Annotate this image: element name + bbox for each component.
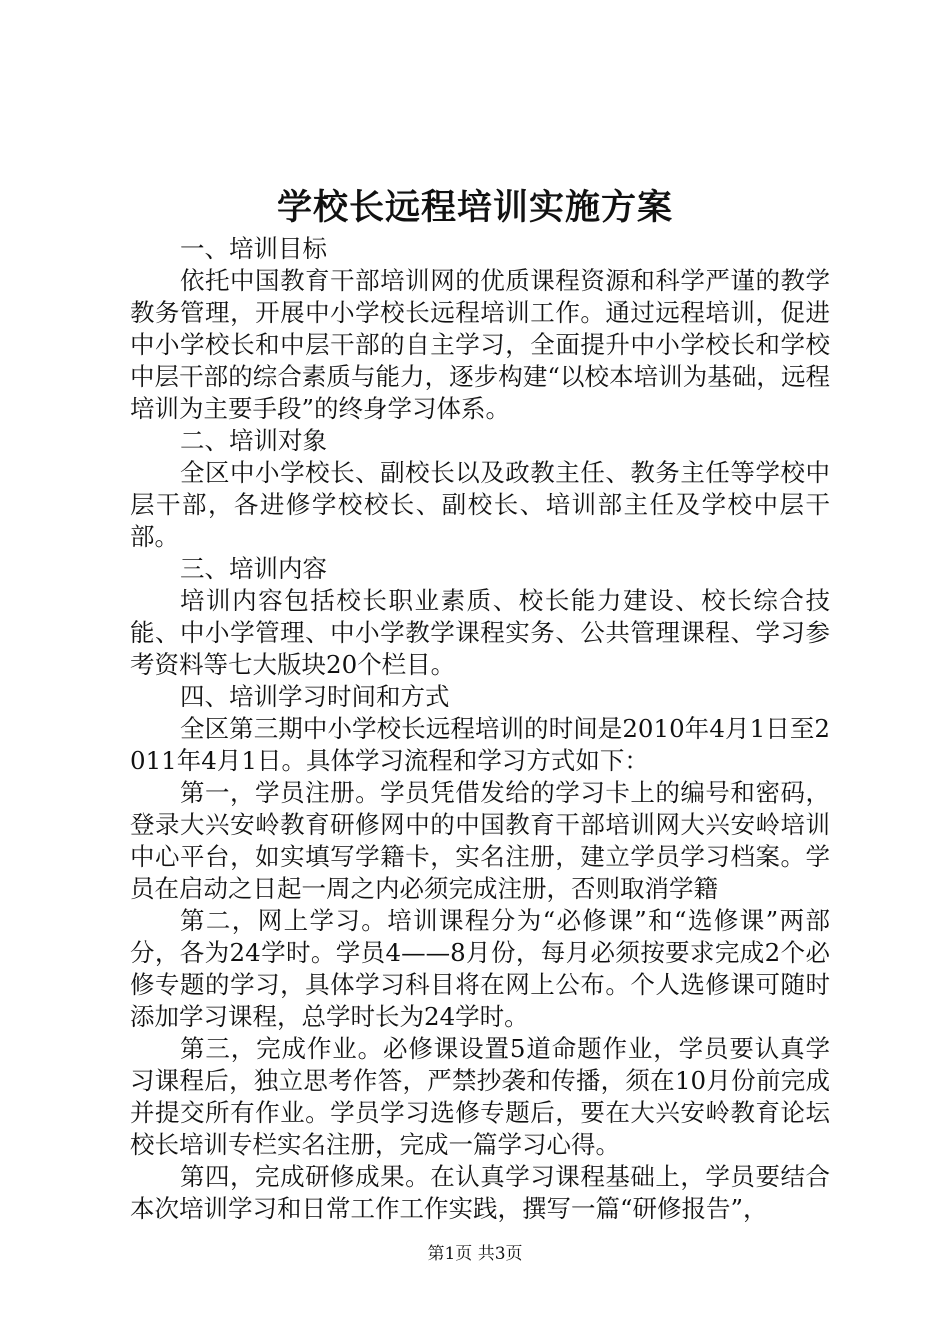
paragraph-goal: 依托中国教育干部培训网的优质课程资源和科学严谨的教学教务管理，开展中小学校长远程培训工作。通过远程培训，促进中小学校长和中层干部的自主学习，全面提升中小学校长和学校中层干部的综合素质与能力，逐步构建“以校本培训为基础，远程培训为主要手段”的终身学习体系。 (130, 266, 830, 423)
section-heading-goal: 一、培训目标 (180, 234, 327, 263)
paragraph-step-1: 第一，学员注册。学员凭借发给的学习卡上的编号和密码，登录大兴安岭教育研修网中的中国教育干部培训网大兴安岭培训中心平台，如实填写学籍卡，实名注册，建立学员学习档案。学员在启动之日起一周之内必须完成注册，否则取消学籍 (130, 778, 830, 903)
paragraph-audience: 全区中小学校长、副校长以及政教主任、教务主任等学校中层干部，各进修学校校长、副校长、培训部主任及学校中层干部。 (130, 458, 830, 551)
paragraph-content: 培训内容包括校长职业素质、校长能力建设、校长综合技能、中小学管理、中小学教学课程实务、公共管理课程、学习参考资料等七大版块20个栏目。 (130, 586, 830, 679)
section-heading-content: 三、培训内容 (180, 554, 327, 583)
section-heading-audience: 二、培训对象 (180, 426, 327, 455)
paragraph-step-4: 第四，完成研修成果。在认真学习课程基础上，学员要结合本次培训学习和日常工作工作实践，撰写一篇“研修报告”， (130, 1162, 830, 1223)
document-title: 学校长远程培训实施方案 (276, 187, 673, 228)
paragraph-step-3: 第三，完成作业。必修课设置5道命题作业，学员要认真学习课程后，独立思考作答，严禁抄袭和传播，须在10月份前完成并提交所有作业。学员学习选修专题后，要在大兴安岭教育论坛校长培训专栏实名注册，完成一篇学习心得。 (130, 1034, 830, 1159)
document-body (130, 233, 830, 1225)
paragraph-step-2: 第二，网上学习。培训课程分为“必修课”和“选修课”两部分，各为24学时。学员4——8月份，每月必须按要求完成2个必修专题的学习，具体学习科目将在网上公布。个人选修课可随时添加学习课程，总学时长为24学时。 (130, 906, 830, 1031)
page-number-footer: 第1页 共3页 (427, 1244, 523, 1264)
section-heading-schedule: 四、培训学习时间和方式 (180, 682, 450, 711)
paragraph-schedule: 全区第三期中小学校长远程培训的时间是2010年4月1日至2011年4月1日。具体学习流程和学习方式如下： (130, 714, 830, 775)
